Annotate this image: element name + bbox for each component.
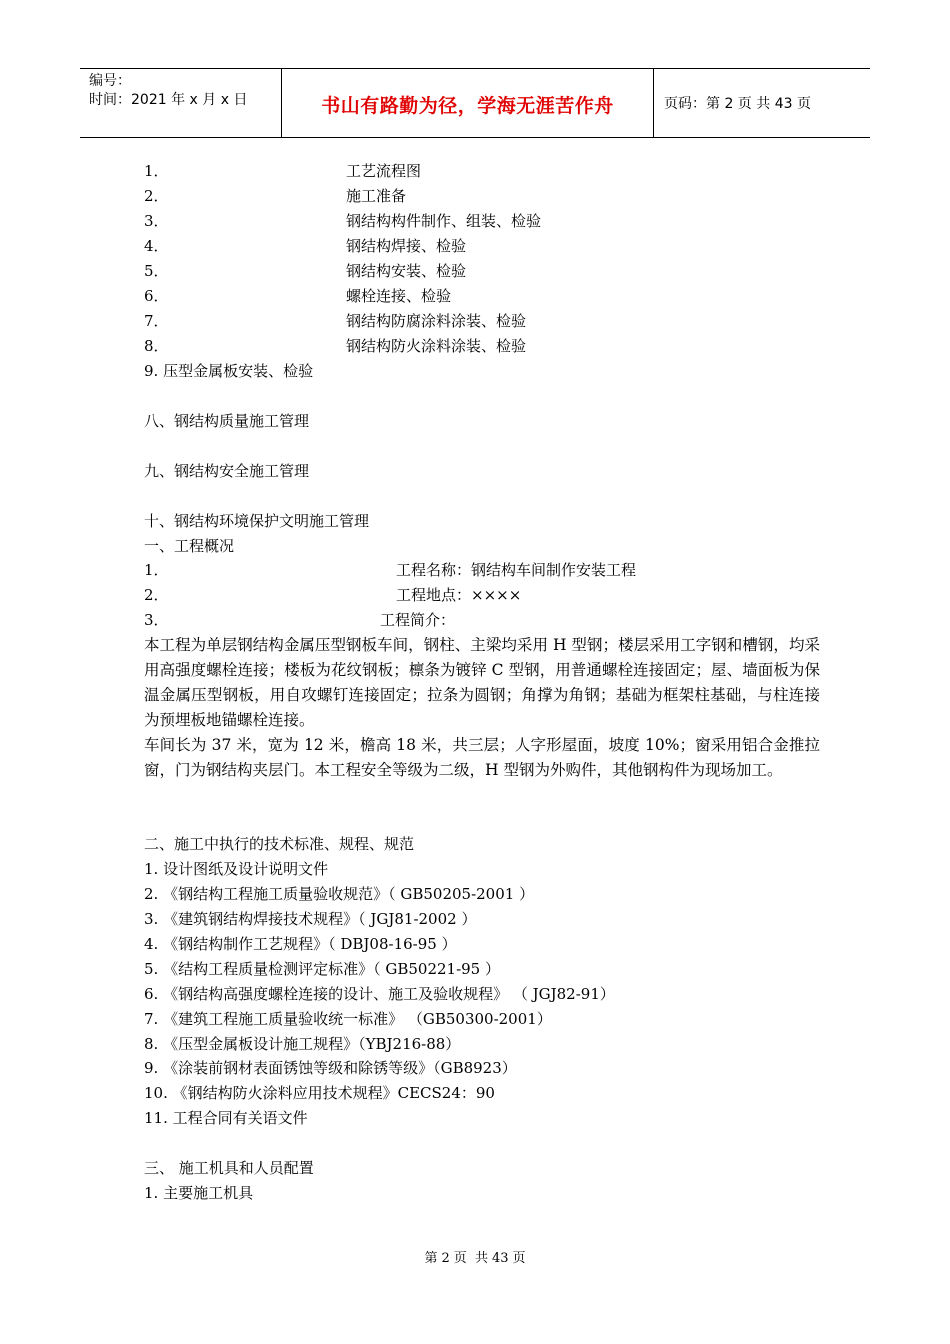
standard-item: 10. 《钢结构防火涂料应用技术规程》CECS24：90 <box>144 1084 495 1102</box>
toc-item: 7． 钢结构防腐涂料涂装、检验 <box>144 312 527 330</box>
header-motto: 书山有路勤为径，学海无涯苦作舟 <box>321 95 614 117</box>
header-meta <box>89 72 247 110</box>
section-heading: 一、工程概况 <box>144 537 235 555</box>
standard-item: 9. 《涂装前钢材表面锈蚀等级和除锈等级》（GB8923） <box>144 1059 517 1077</box>
date-label: 时间：2021 年 x 月 x 日 <box>89 92 248 108</box>
standard-item: 3. 《建筑钢结构焊接技术规程》（ JGJ81-2002 ） <box>144 910 477 928</box>
toc-item: 9. 压型金属板安装、检验 <box>144 362 314 380</box>
section-heading: 九、钢结构安全施工管理 <box>144 462 310 480</box>
footer-total-pages: 43 <box>491 1251 509 1266</box>
overview-item: 2． 工程地点：×××× <box>144 586 522 604</box>
standard-item: 5. 《结构工程质量检测评定标准》（ GB50221-95 ） <box>144 960 500 978</box>
standard-item: 4. 《钢结构制作工艺规程》（ DBJ08-16-95 ） <box>144 935 457 953</box>
overview-item: 3． 工程简介： <box>144 611 456 629</box>
standard-item: 11. 工程合同有关语文件 <box>144 1109 308 1127</box>
project-description: 本工程为单层钢结构金属压型钢板车间，钢柱、主梁均采用 H 型钢；楼层采用工字钢和槽钢，均采用高强度螺栓连接；楼板为花纹钢板；檩条为镀锌 C 型钢，用普通螺栓连接固定；屋、墙面板为保温金属压型钢板，用自攻螺钉连接固定；拉条为圆钢；角撑为角钢；基础为框架柱基础，与柱连接为预埋板地锚螺栓连接。 <box>144 636 820 729</box>
toc-item: 2． 施工准备 <box>144 187 407 205</box>
section-heading: 十、钢结构环境保护文明施工管理 <box>144 512 370 530</box>
toc-item: 6． 螺栓连接、检验 <box>144 287 452 305</box>
toc-item: 4． 钢结构焊接、检验 <box>144 237 467 255</box>
toc-item: 1． 工艺流程图 <box>144 162 422 180</box>
standard-item: 2. 《钢结构工程施工质量验收规范》（ GB50205-2001 ） <box>144 885 535 903</box>
number-label: 编号： <box>89 73 131 89</box>
standard-item: 8. 《压型金属板设计施工规程》（YBJ216-88） <box>144 1035 461 1053</box>
section-heading: 八、钢结构质量施工管理 <box>144 412 310 430</box>
section-heading: 三、 施工机具和人员配置 <box>144 1159 314 1177</box>
footer-page-number: 2 <box>441 1251 450 1266</box>
machinery-item: 1. 主要施工机具 <box>144 1184 254 1202</box>
toc-item: 5． 钢结构安装、检验 <box>144 262 467 280</box>
section-heading: 二、施工中执行的技术标准、规程、规范 <box>144 835 415 853</box>
header-page-info: 页码：第 2 页 共 43 页 <box>664 96 811 112</box>
standard-item: 1. 设计图纸及设计说明文件 <box>144 860 329 878</box>
overview-item: 1． 工程名称：钢结构车间制作安装工程 <box>144 561 637 579</box>
toc-item: 8． 钢结构防火涂料涂装、检验 <box>144 337 527 355</box>
toc-item: 3． 钢结构构件制作、组装、检验 <box>144 212 542 230</box>
page-header <box>80 68 870 138</box>
standard-item: 6. 《钢结构高强度螺栓连接的设计、施工及验收规程》 （ JGJ82-91） <box>144 985 615 1003</box>
header-divider <box>653 69 654 137</box>
page-footer: 第 2 页 共 43 页 <box>424 1251 526 1266</box>
standard-item: 7. 《建筑工程施工质量验收统一标准》 （GB50300-2001） <box>144 1010 552 1028</box>
project-dimensions: 车间长为 37 米，宽为 12 米，檐高 18 米，共三层；人字形屋面，坡度 10%；窗采用铝合金推拉窗，门为钢结构夹层门。本工程安全等级为二级，H 型钢为外购件，其他钢构件为现场加工。 <box>144 736 820 779</box>
